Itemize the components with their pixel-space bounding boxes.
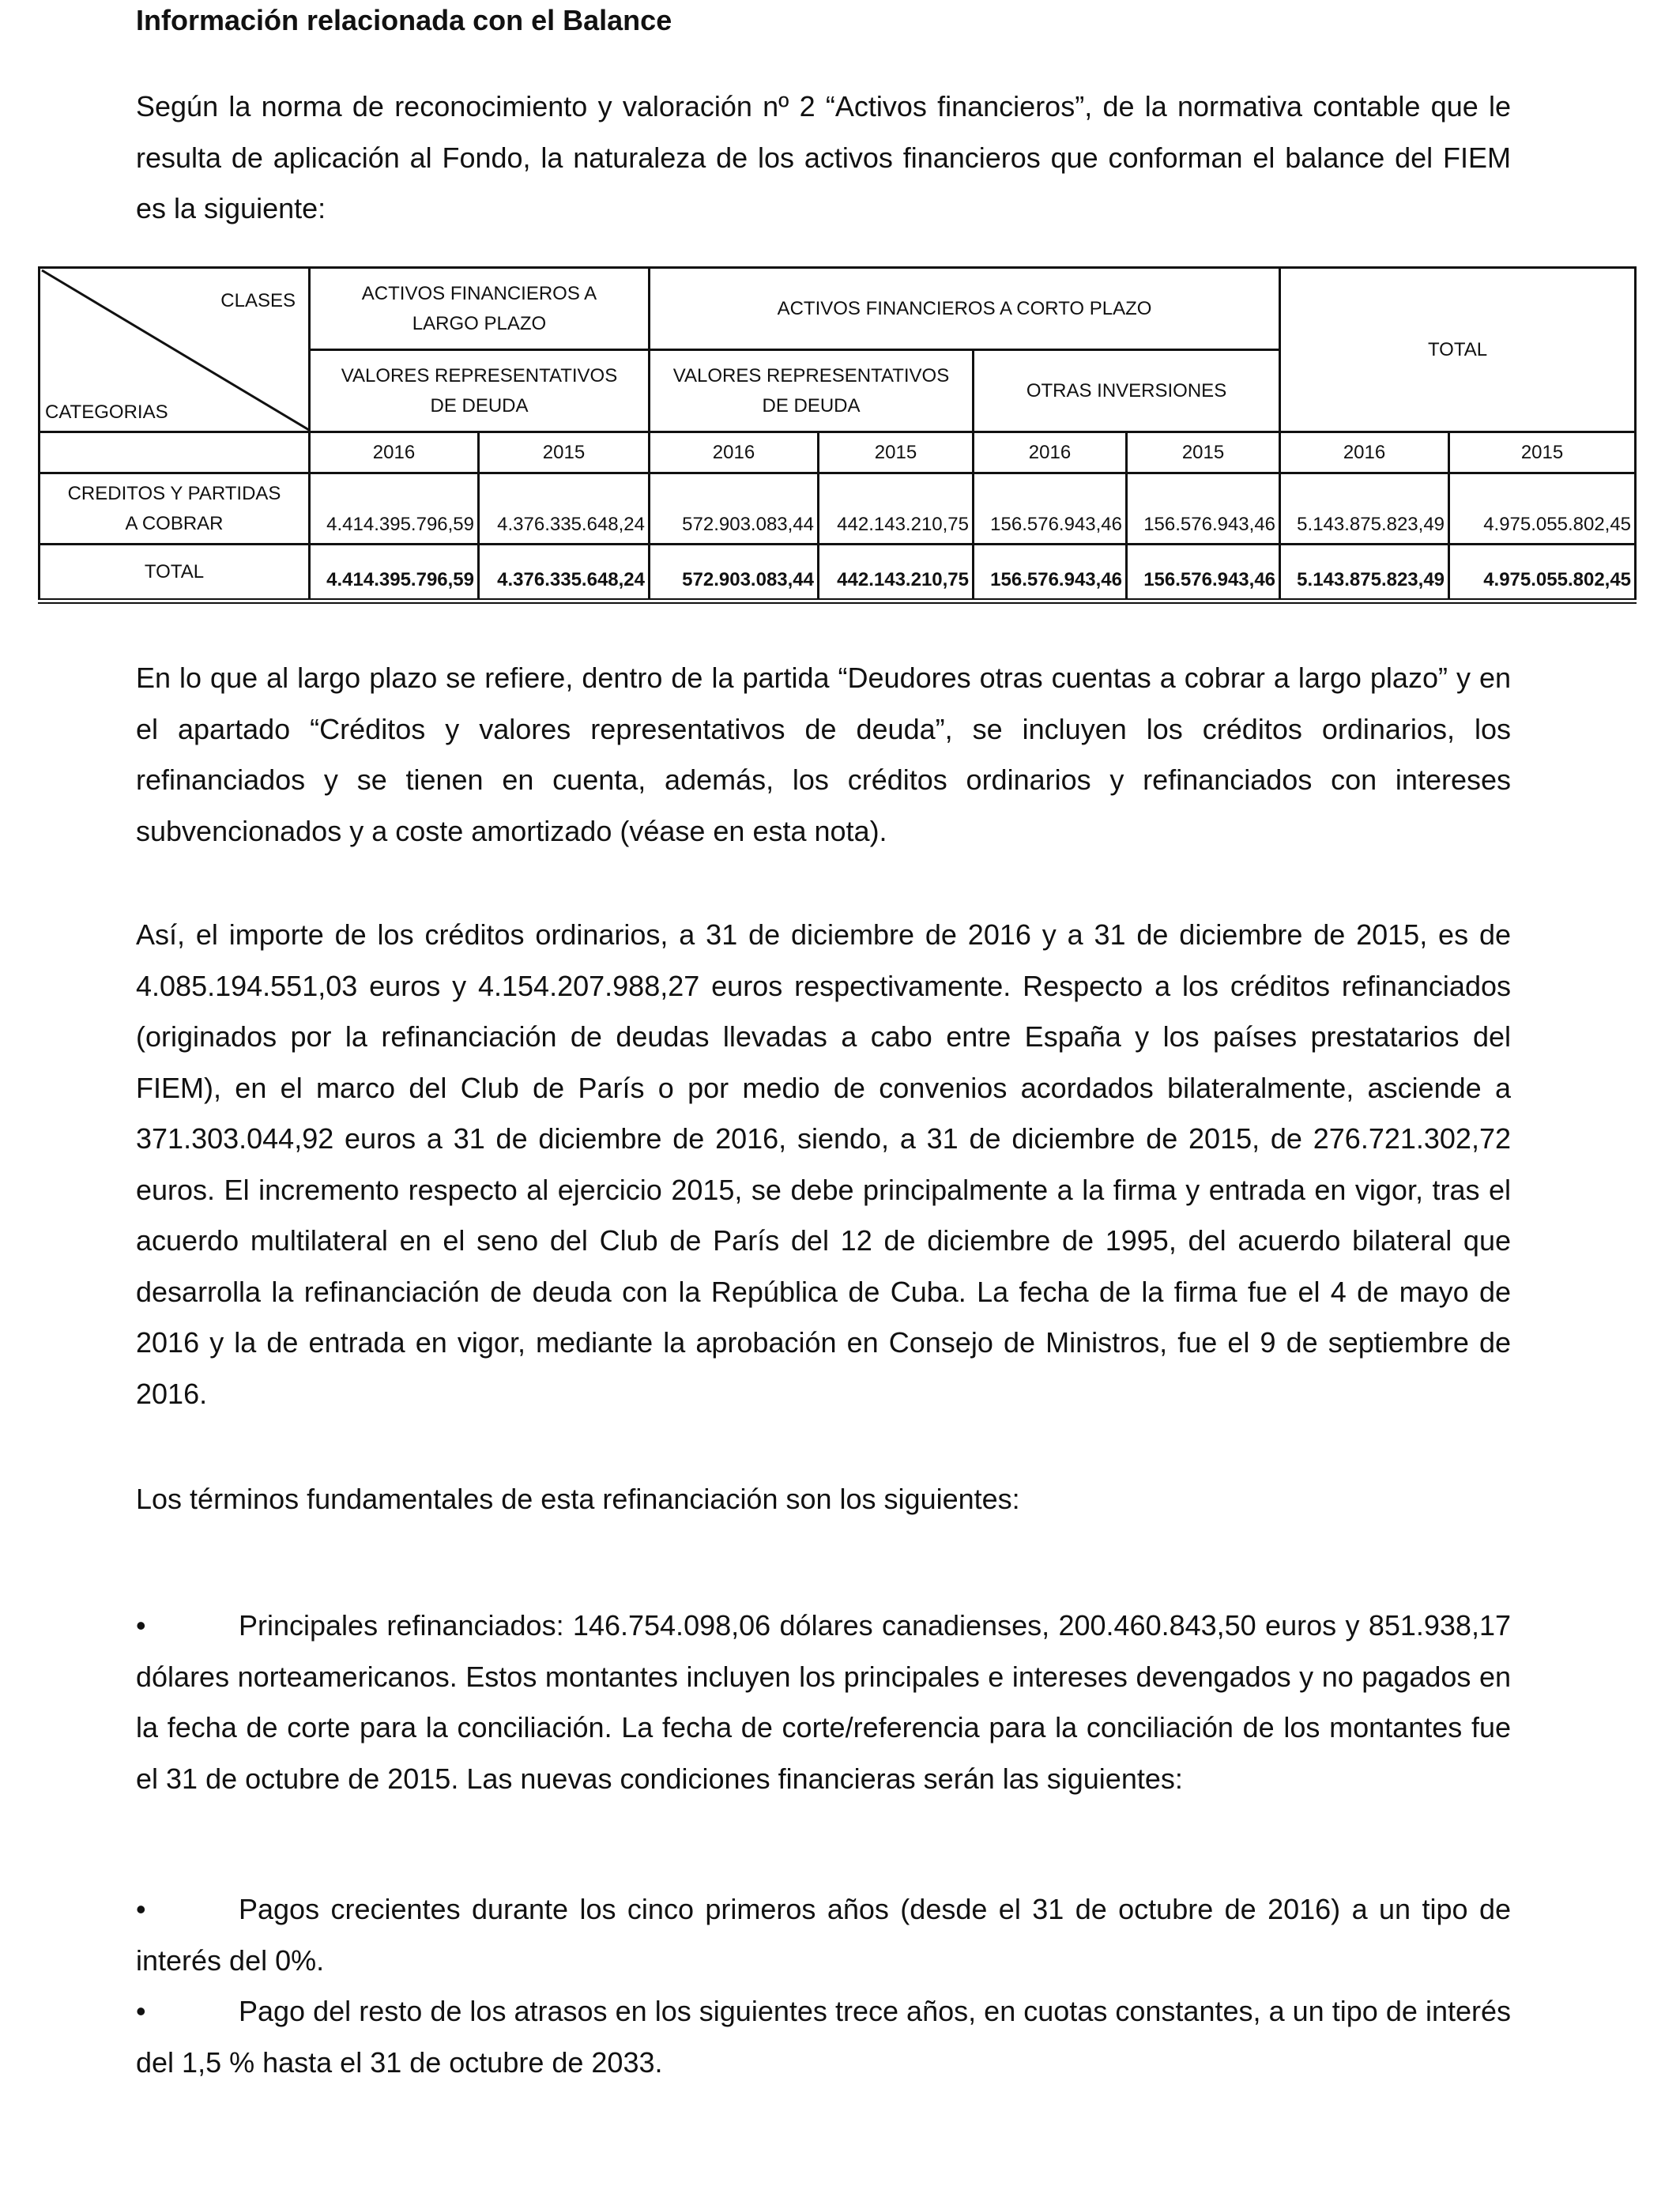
total-value-cell: 4.376.335.648,24 [479, 545, 650, 601]
total-value-cell: 4.975.055.802,45 [1449, 545, 1636, 601]
subheader-valores-largo [310, 350, 650, 432]
year-cell: 2016 [310, 432, 479, 473]
year-cell: 2015 [479, 432, 650, 473]
largo-plazo-paragraph: En lo que al largo plazo se refiere, dentro de la partida “Deudores otras cuentas a cobrar a largo plazo” y en el apartado “Créditos y valores representativos de deuda”, se incluyen los créditos ordinarios, los refinanciados y se tienen en cuenta, además, los créditos ordinarios y refinanciados con intereses subvencionados y a coste amortizado (véase en esta nota). [136, 662, 1511, 847]
section-heading: Información relacionada con el Balance [136, 4, 672, 36]
years-row [40, 432, 1636, 473]
sub-valores-largo-label: VALORES REPRESENTATIVOS DE DEUDA [341, 364, 618, 417]
total-value-cell: 5.143.875.823,49 [1280, 545, 1449, 601]
corner-clases-label: CLASES [220, 290, 296, 311]
year-cell: 2015 [1127, 432, 1280, 473]
years-row-blank [40, 432, 310, 473]
year-cell: 2016 [974, 432, 1127, 473]
group-header-largo-plazo [310, 268, 650, 350]
total-row [40, 545, 1636, 601]
year-cell: 2016 [650, 432, 819, 473]
bullet-item [136, 1986, 1511, 2088]
group-header-corto-plazo: ACTIVOS FINANCIEROS A CORTO PLAZO [650, 268, 1280, 350]
total-value-cell: 442.143.210,75 [819, 545, 974, 601]
bullet-text: Pago del resto de los atrasos en los siguientes trece años, en cuotas constantes, a un tipo de interés del 1,5 % hasta el 31 de octubre de 2033. [136, 1995, 1511, 2079]
sub-valores-corto-label: VALORES REPRESENTATIVOS DE DEUDA [672, 364, 950, 417]
year-cell: 2015 [1449, 432, 1636, 473]
bullet-item [136, 1600, 1511, 1804]
table-row [40, 473, 1636, 545]
importe-paragraph: Así, el importe de los créditos ordinarios, a 31 de diciembre de 2016 y a 31 de diciembre de 2015, es de 4.085.194.551,03 euros y 4.154.207.988,27 euros respectivamente. Respecto a los créditos refinanciados (originados por la refinanciación de deudas llevadas a cabo entre España y los países prestatarios del FIEM), en el marco del Club de París o por medio de convenios acordados bilateralmente, asciende a 371.303.044,92 euros a 31 de diciembre de 2016, siendo, a 31 de diciembre de 2015, de 276.721.302,72 euros. El incremento respecto al ejercicio 2015, se debe principalmente a la firma y entrada en vigor, tras el acuerdo multilateral en el seno del Club de París del 12 de diciembre de 1995, del acuerdo bilateral que desarrolla la refinanciación de deuda con la República de Cuba. La fecha de la firma fue el 4 de mayo de 2016 y la de entrada en vigor, mediante la aprobación en Consejo de Ministros, fue el 9 de septiembre de 2016. [136, 918, 1511, 1410]
bullet-icon: • [136, 1893, 146, 1925]
row-label-text: CREDITOS Y PARTIDAS A COBRAR [67, 482, 281, 534]
bullet-icon: • [136, 1609, 146, 1642]
row-label [40, 473, 310, 545]
value-cell: 4.414.395.796,59 [310, 473, 479, 545]
bullet-text: Pagos crecientes durante los cinco primeros años (desde el 31 de octubre de 2016) a un tipo de interés del 0%. [136, 1893, 1511, 1977]
financial-assets-table [38, 266, 1634, 604]
value-cell: 4.975.055.802,45 [1449, 473, 1636, 545]
corner-categorias-label: CATEGORIAS [45, 401, 168, 423]
value-cell: 4.376.335.648,24 [479, 473, 650, 545]
year-cell: 2016 [1280, 432, 1449, 473]
value-cell: 156.576.943,46 [1127, 473, 1280, 545]
group-largo-label: ACTIVOS FINANCIEROS A LARGO PLAZO [361, 282, 597, 334]
total-value-cell: 156.576.943,46 [974, 545, 1127, 601]
row-label: TOTAL [40, 545, 310, 601]
terminos-paragraph: Los términos fundamentales de esta refinanciación son los siguientes: [136, 1483, 1020, 1515]
total-value-cell: 4.414.395.796,59 [310, 545, 479, 601]
value-cell: 156.576.943,46 [974, 473, 1127, 545]
bullet-text: Principales refinanciados: 146.754.098,06 dólares canadienses, 200.460.843,50 euros y 851.938,17 dólares norteamericanos. Estos montantes incluyen los principales e intereses devengados y no pagados en la fecha de corte para la conciliación. La fecha de corte/referencia para la conciliación de los montantes fue el 31 de octubre de 2015. Las nuevas condiciones financieras serán las siguientes: [136, 1609, 1511, 1795]
value-cell: 5.143.875.823,49 [1280, 473, 1449, 545]
bullet-icon: • [136, 1995, 146, 2027]
value-cell: 442.143.210,75 [819, 473, 974, 545]
total-value-cell: 572.903.083,44 [650, 545, 819, 601]
group-header-total: TOTAL [1280, 268, 1636, 432]
year-cell: 2015 [819, 432, 974, 473]
value-cell: 572.903.083,44 [650, 473, 819, 545]
total-value-cell: 156.576.943,46 [1127, 545, 1280, 601]
subheader-otras-inversiones: OTRAS INVERSIONES [974, 350, 1280, 432]
table-corner-cell [40, 268, 310, 432]
intro-paragraph: Según la norma de reconocimiento y valoración nº 2 “Activos financieros”, de la normativa contable que le resulta de aplicación al Fondo, la naturaleza de los activos financieros que conforman el balance del FIEM es la siguiente: [136, 90, 1511, 224]
bullet-item [136, 1884, 1511, 1986]
subheader-valores-corto [650, 350, 974, 432]
